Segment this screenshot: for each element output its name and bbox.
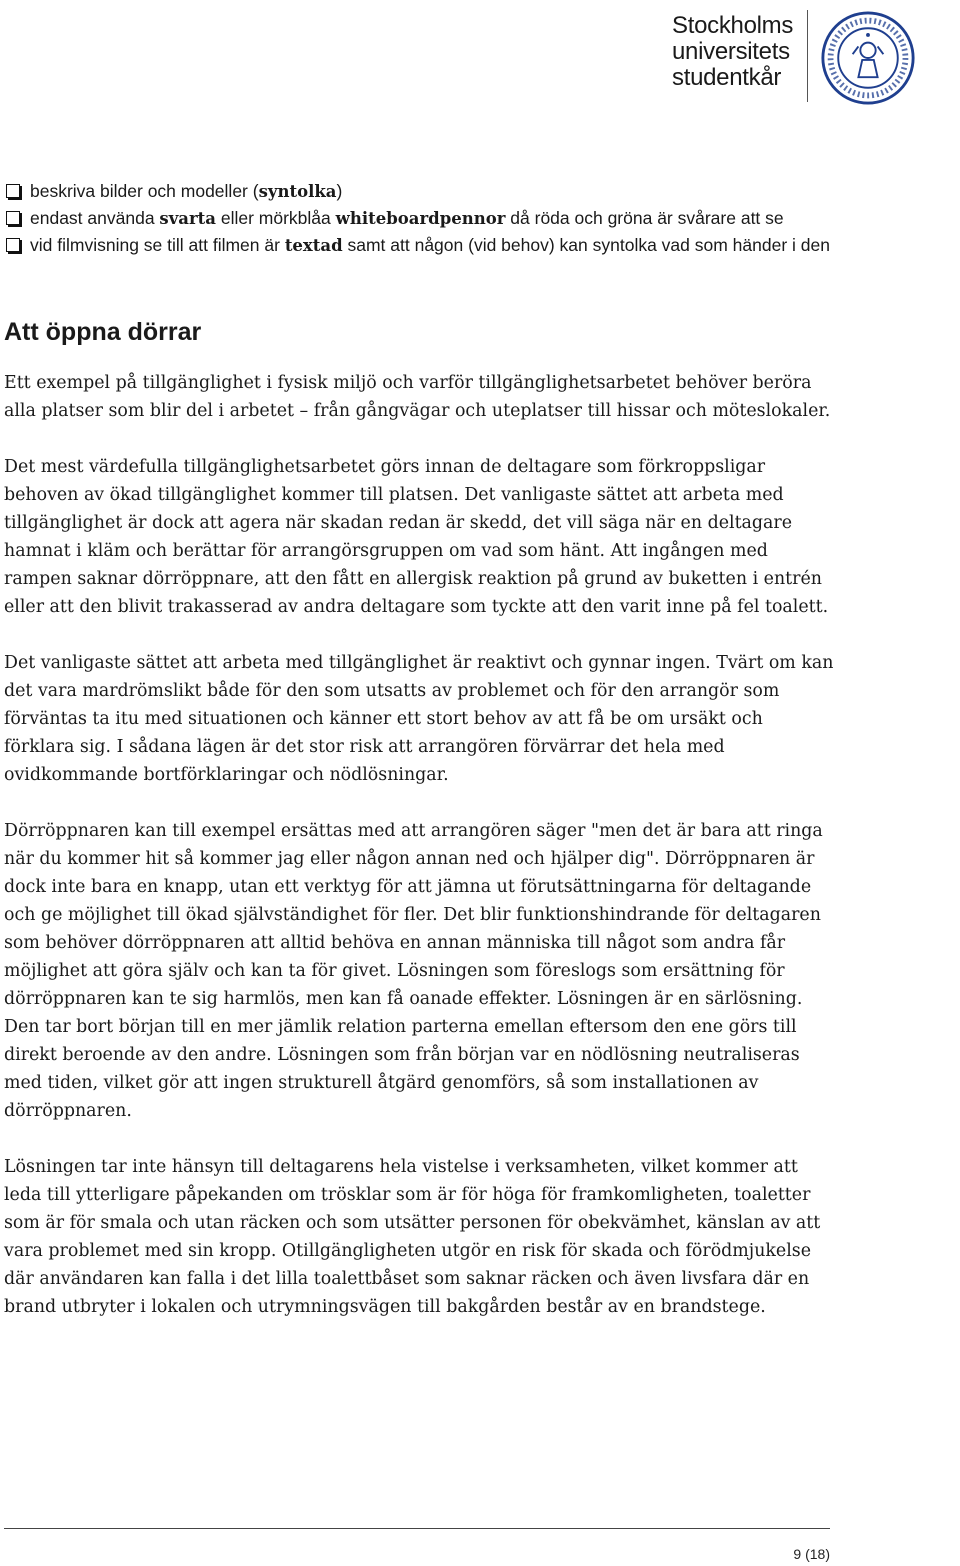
footer-divider	[4, 1528, 830, 1529]
checklist	[4, 178, 834, 259]
checklist-item: vid filmvisning se till att filmen är textad samt att någon (vid behov) kan syntolka vad som händer i den	[4, 232, 834, 259]
paragraph-5: Lösningen tar inte hänsyn till deltagarens hela vistelse i verksamheten, vilket kommer att leda till ytterligare påpekanden om trösklar som är för höga för framkomligheten, toaletter som är för smala och utan räcken och som utsätter personen för obekvämhet, känslan av att vara problemet med sin kropp. Otillgängligheten utgör en risk för skada och förödmjukelse där användaren kan falla i det lilla toalettbåset som saknar räcken och även livsfara där en brand utbryter i lokalen och utrymningsvägen till bakgården består av en brandstege.	[4, 1157, 821, 1317]
checkbox-icon	[6, 211, 20, 225]
checklist-item: endast använda svarta eller mörkblåa whiteboardpennor då röda och gröna är svårare att se	[4, 205, 834, 232]
header-logo	[672, 10, 952, 106]
page-number: 9 (18)	[793, 1546, 830, 1562]
logo-line-2: universitets	[672, 38, 790, 65]
logo-wordmark	[672, 10, 793, 91]
logo-divider	[807, 10, 808, 102]
logo-line-1: Stockholms	[672, 12, 794, 39]
paragraph-4: Dörröppnaren kan till exempel ersättas med att arrangören säger "men det är bara att ringa när du kommer hit så kommer jag eller någon annan ned och hjälper dig". Dörröppnaren är dock inte bara en knapp, utan ett verktyg för att jämna ut förutsättningarna för deltagande och ge möjlighet till ökad självständighet för fler. Det blir funktionshindrande för deltagaren som behöver dörröppnaren att alltid behöva en annan människa till något som andra får möjlighet att göra själv och kan ta för givet. Lösningen som föreslogs som ersättning för dörröppnaren kan te sig harmlös, men kan få oanade effekter. Lösningen är en särlösning. Den tar bort början till en mer jämlik relation parterna emellan eftersom den ene görs till direkt beroende av den andre. Lösningen som från början var en nödlösning neutraliseras med tiden, vilket gör att ingen strukturell åtgärd genomförs, så som installationen av dörröppnaren.	[4, 821, 823, 1121]
logo-line-3: studentkår	[672, 64, 782, 91]
document-body	[4, 178, 834, 1349]
section-heading: Att öppna dörrar	[4, 318, 202, 346]
paragraph-1: Ett exempel på tillgänglighet i fysisk miljö och varför tillgänglighetsarbetet behöver beröra alla platser som blir del i arbetet – från gångvägar och uteplatser till hissar och möteslokaler.	[4, 373, 831, 421]
university-seal-icon	[820, 10, 916, 106]
checkbox-icon	[6, 238, 20, 252]
checklist-item: beskriva bilder och modeller (syntolka)	[4, 178, 834, 205]
paragraph-3: Det vanligaste sättet att arbeta med tillgänglighet är reaktivt och gynnar ingen. Tvärt om kan det vara mardrömslikt både för den som utsatts av problemet och för den arrangör som förväntas ta itu med situationen och känner ett stort behov av att få be om ursäkt och förklara sig. I sådana lägen är det stor risk att arrangören förvärrar det hela med ovidkommande bortförklaringar och nödlösningar.	[4, 653, 834, 785]
checkbox-icon	[6, 184, 20, 198]
paragraph-2: Det mest värdefulla tillgänglighetsarbetet görs innan de deltagare som förkroppsligar behoven av ökad tillgänglighet kommer till platsen. Det vanligaste sättet att arbeta med tillgänglighet är dock att agera när skadan redan är skedd, det vill säga när en deltagare hamnat i kläm och berättar för arrangörsgruppen om vad som hänt. Att ingången med rampen saknar dörröppnare, att den fått en allergisk reaktion på grund av buketten i entrén eller att den blivit trakasserad av andra deltagare som tyckte att den varit inne på fel toalett.	[4, 457, 829, 617]
